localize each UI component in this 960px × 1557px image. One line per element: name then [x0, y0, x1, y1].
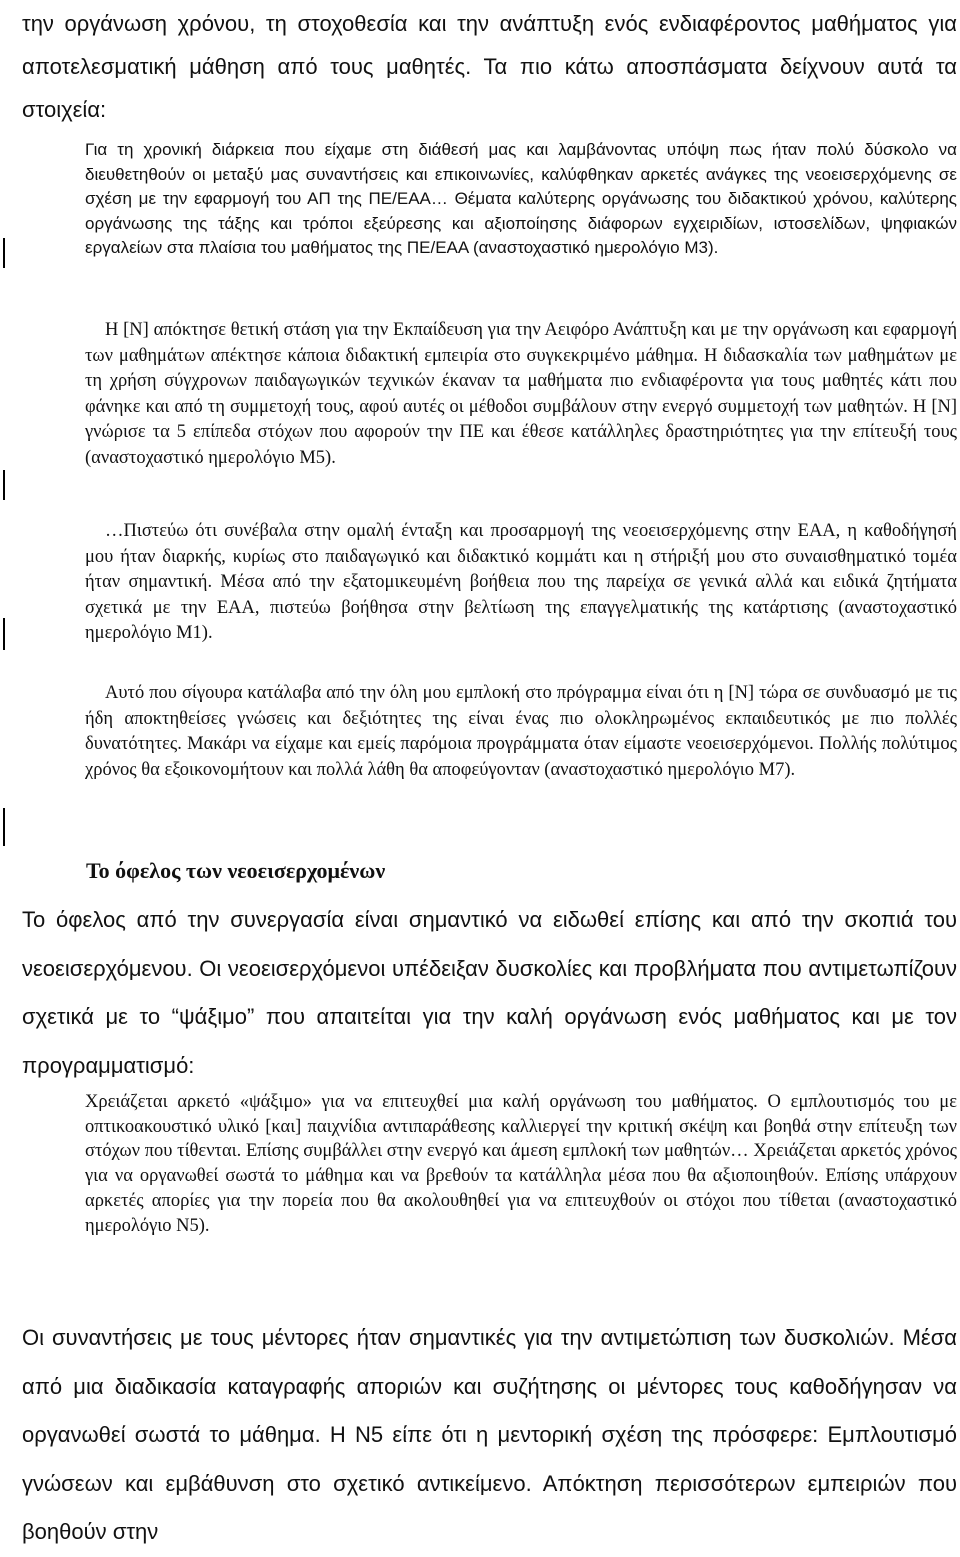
quote-m1: …Πιστεύω ότι συνέβαλα στην ομαλή ένταξη και προσαρμογή της νεοεισερχόμενης στην ΕΑΑ, η καθοδήγησή μου ήταν διαρκής, κυρίως στο παιδαγωγικό και διδακτικό κομμάτι και η στήριξή μου στο συναισθηματικό τομέα ήταν σημαντική. Μέσα από την εξατομικευμένη βοήθεια που της παρείχα σε γενικά αλλά και ειδικά ζητήματα σχετικά με την ΕΑΑ, πιστεύω βοήθησα στην βελτίωση της επαγγελματικής της κατάρτισης (αναστοχαστικό ημερολόγιο Μ1). — [85, 521, 957, 643]
quote-n5: Χρειάζεται αρκετό «ψάξιμο» για να επιτευχθεί μια καλή οργάνωση του μαθήματος. Ο εμπλουτισμός του με οπτικοακουστικό υλικό [και] παιχνίδια αντιπαράθεσης καλλιεργεί την κριτική σκέψη και βοηθά στην επίτευξη των στόχων που τίθενται. Επίσης συμβάλλει στην ενεργό και άμεση εμπλοκή των μαθητών… Χρειάζεται αρκετός χρόνος για να οργανωθεί σωστά το μάθημα και να βρεθούν τα κατάλληλα μέσα που θα αξιοποιηθούν. Επίσης υπάρχουν αρκετές απορίες για την πορεία που θα ακολουθηθεί για να επιτευχθούν οι στόχοι που τίθεται (αναστοχαστικό ημερολόγιο Ν5). — [85, 1092, 957, 1236]
change-bar — [3, 238, 5, 268]
change-bar — [3, 470, 5, 500]
section-heading: Το όφελος των νεοεισερχομένων — [86, 858, 386, 883]
benefit-paragraph: Το όφελος από την συνεργασία είναι σημαντικό να ειδωθεί επίσης και από την σκοπιά του νεοεισερχόμενου. Οι νεοεισερχόμενοι υπέδειξαν δυσκολίες και προβλήματα που αντιμετωπίζουν σχετικά με το “ψάξιμο” που απαιτείται για την καλή οργάνωση ενός μαθήματος και με τον προγραμματισμό: — [22, 907, 957, 1078]
mentor-paragraph: Οι συναντήσεις με τους μέντορες ήταν σημαντικές για την αντιμετώπιση των δυσκολιών. Μέσα από μια διαδικασία καταγραφής αποριών και συζήτησης οι μέντορες τους καθοδήγησαν να οργανωθεί σωστά το μάθημα. Η Ν5 είπε ότι η μεντορική σχέση της πρόσφερε: Εμπλουτισμό γνώσεων και εμβάθυνση στο σχετικό αντικείμενο. Απόκτηση περισσότερων εμπειριών που βοηθούν στην — [22, 1325, 957, 1544]
change-bar — [3, 618, 5, 650]
quote-m3: Για τη χρονική διάρκεια που είχαμε στη διάθεσή μας και λαμβάνοντας υπόψη πως ήταν πολύ δύσκολο να διευθετηθούν οι μεταξύ μας συναντήσεις και επικοινωνίες, καλύφθηκαν αρκετές ανάγκες της νεοεισερχόμενης σε σχέση με την εφαρμογή του ΑΠ της ΠΕ/ΕΑΑ… Θέματα καλύτερης οργάνωσης του διδακτικού χρόνου, καλύτερης οργάνωσης της τάξης και τρόποι εξεύρεσης και αξιοποίησης διάφορων εγχειριδίων, ιστοσελίδων, ψηφιακών εργαλείων στα πλαίσια του μαθήματος της ΠΕ/ΕΑΑ (αναστοχαστικό ημερολόγιο Μ3). — [85, 140, 957, 258]
quote-m7: Αυτό που σίγουρα κατάλαβα από την όλη μου εμπλοκή στο πρόγραμμα είναι ότι η [Ν] τώρα σε συνδυασμό με τις ήδη αποκτηθείσες γνώσεις και δεξιότητες της είναι ένας πιο ολοκληρωμένος εκπαιδευτικός με πιο πολλές δυνατότητες. Μακάρι να είχαμε και εμείς παρόμοια προγράμματα όταν είμαστε νεοεισερχόμενοι. Πολλής πολύτιμος χρόνος θα εξοικονομήτουν και πολλά λάθη θα αποφεύγονταν (αναστοχαστικό ημερολόγιο Μ7). — [85, 683, 957, 780]
change-bar — [3, 808, 5, 846]
quote-m5: Η [Ν] απόκτησε θετική στάση για την Εκπαίδευση για την Αειφόρο Ανάπτυξη και με την οργάνωση και εφαρμογή των μαθημάτων απέκτησε κάποια διδακτική εμπειρία στο συγκεκριμένο μάθημα. Η διδασκαλία των μαθημάτων με τη χρήση σύγχρονων παιδαγωγικών τεχνικών έκαναν τα μαθήματα πιο ενδιαφέροντα για τους μαθητές κάτι που φάνηκε και από τη συμμετοχή τους, αφού αυτές οι μέθοδοι συμβάλουν στην ενεργό συμμετοχή των μαθητών. Η [Ν] γνώρισε τα 5 επίπεδα στόχων που αφορούν την ΠΕ και έθεσε κατάλληλες δραστηριότητες για την επίτευξή τους (αναστοχαστικό ημερολόγιο Μ5). — [85, 320, 957, 468]
intro-paragraph: την οργάνωση χρόνου, τη στοχοθεσία και την ανάπτυξη ενός ενδιαφέροντος μαθήματος για αποτελεσματική μάθηση από τους μαθητές. Τα πιο κάτω αποσπάσματα δείχνουν αυτά τα στοιχεία: — [22, 11, 957, 122]
